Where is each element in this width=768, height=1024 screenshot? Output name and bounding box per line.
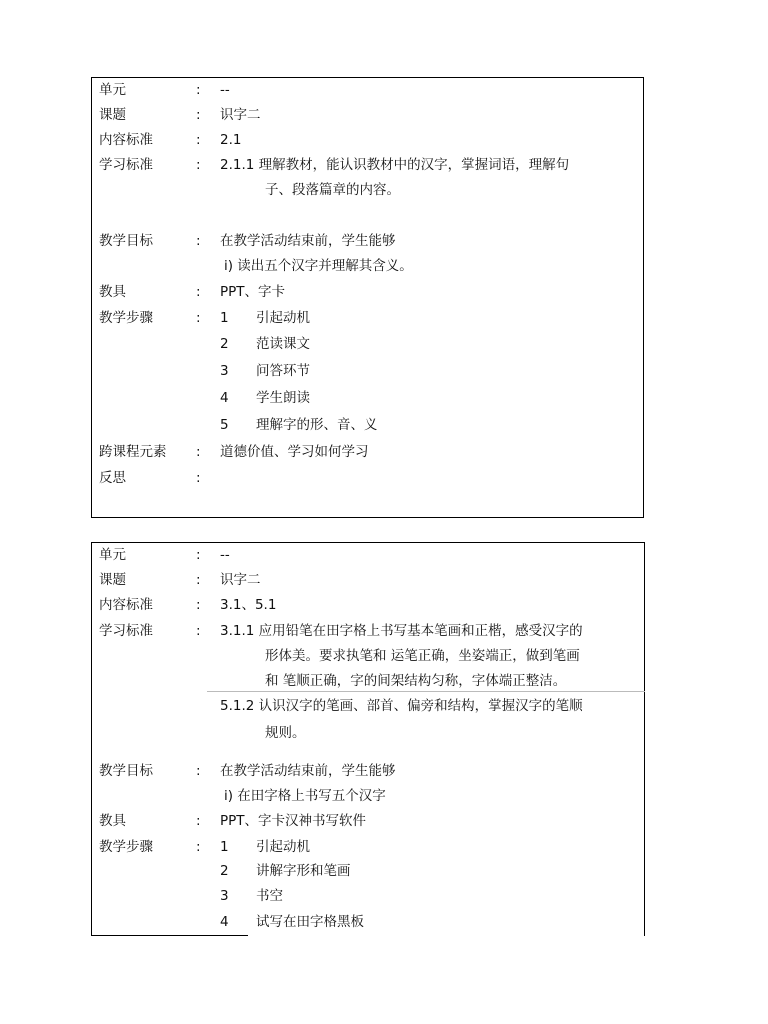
plan2-step-text: 引起动机 (256, 839, 310, 855)
plan1-content-standard-label: 内容标准 (99, 132, 153, 148)
plan2-content-standard-value: 3.1、5.1 (220, 597, 277, 613)
plan2-content-standard-colon: : (196, 597, 201, 613)
plan2-learning-standard-label: 学习标准 (99, 623, 153, 639)
plan2-border-right (644, 542, 645, 936)
plan2-learning-standard-b-line2: 规则。 (265, 725, 306, 741)
plan1-reflection-colon: : (196, 470, 201, 486)
plan1-materials-colon: : (196, 284, 201, 300)
plan2-step-num: 3 (220, 888, 229, 904)
plan1-steps-label: 教学步骤 (99, 310, 153, 326)
plan2-step-text: 书空 (256, 888, 283, 904)
plan1-border-bottom (91, 517, 644, 518)
plan1-step-text: 引起动机 (256, 310, 310, 326)
plan1-cross-colon: : (196, 444, 201, 460)
plan2-section-divider (207, 691, 645, 692)
plan1-step-num: 5 (220, 417, 229, 433)
plan1-unit-colon: : (196, 82, 201, 98)
plan2-step-num: 4 (220, 914, 229, 930)
plan2-learning-standard-colon: : (196, 623, 201, 639)
plan1-step-text: 范读课文 (256, 336, 310, 352)
plan2-topic-label: 课题 (99, 572, 126, 588)
plan2-step-num: 2 (220, 863, 229, 879)
plan1-cross-value: 道德价值、学习如何学习 (220, 444, 369, 460)
plan2-steps-colon: : (196, 839, 201, 855)
plan2-step-num: 1 (220, 839, 229, 855)
plan1-content-standard-colon: : (196, 132, 201, 148)
plan2-materials-colon: : (196, 813, 201, 829)
plan2-step-text: 讲解字形和笔画 (256, 863, 351, 879)
plan1-unit-label: 单元 (99, 82, 126, 98)
plan1-objective-value: 在教学活动结束前，学生能够 (220, 233, 396, 249)
plan2-objective-colon: : (196, 763, 201, 779)
plan1-learning-standard-line1: 2.1.1 理解教材，能认识教材中的汉字，掌握词语，理解句 (220, 157, 570, 173)
plan2-learning-standard-a-line1: 3.1.1 应用铅笔在田字格上书写基本笔画和正楷，感受汉字的 (220, 623, 583, 639)
plan1-steps-colon: : (196, 310, 201, 326)
plan1-step-text: 问答环节 (256, 363, 310, 379)
plan1-reflection-label: 反思 (99, 470, 126, 486)
plan2-step-text: 试写在田字格黑板 (256, 914, 364, 930)
plan2-learning-standard-b-line1: 5.1.2 认识汉字的笔画、部首、偏旁和结构，掌握汉字的笔顺 (220, 698, 583, 714)
plan2-unit-colon: : (196, 547, 201, 563)
plan2-objective-sub: i) 在田字格上书写五个汉字 (224, 788, 386, 804)
plan1-objective-label: 教学目标 (99, 233, 153, 249)
plan1-step-text: 理解字的形、音、义 (256, 417, 378, 433)
plan1-topic-label: 课题 (99, 107, 126, 123)
plan1-border-left (91, 77, 92, 518)
plan2-objective-value: 在教学活动结束前，学生能够 (220, 763, 396, 779)
plan2-unit-value: -- (220, 547, 230, 563)
plan1-unit-value: -- (220, 82, 230, 98)
plan1-materials-label: 教具 (99, 284, 126, 300)
plan1-step-num: 1 (220, 310, 229, 326)
plan2-topic-colon: : (196, 572, 201, 588)
plan1-topic-colon: : (196, 107, 201, 123)
plan1-learning-standard-colon: : (196, 157, 201, 173)
plan1-step-num: 4 (220, 390, 229, 406)
plan2-materials-label: 教具 (99, 813, 126, 829)
plan2-objective-label: 教学目标 (99, 763, 153, 779)
plan1-border-top (91, 77, 644, 78)
plan2-border-top (91, 542, 645, 543)
plan1-objective-colon: : (196, 233, 201, 249)
plan1-cross-label: 跨课程元素 (99, 444, 167, 460)
plan2-materials-value: PPT、字卡汉神书写软件 (220, 813, 367, 829)
plan2-topic-value: 识字二 (220, 572, 261, 588)
plan1-border-right (643, 77, 644, 518)
plan2-border-bottom-partial (91, 935, 248, 936)
plan1-step-num: 2 (220, 336, 229, 352)
plan1-objective-sub: i) 读出五个汉字并理解其含义。 (224, 258, 413, 274)
plan2-learning-standard-a-line2: 形体美。要求执笔和 运笔正确，坐姿端正，做到笔画 (265, 648, 580, 664)
plan2-learning-standard-a-line3: 和 笔顺正确，字的间架结构匀称，字体端正整洁。 (265, 673, 567, 689)
plan1-step-num: 3 (220, 363, 229, 379)
plan2-content-standard-label: 内容标准 (99, 597, 153, 613)
plan1-step-text: 学生朗读 (256, 390, 310, 406)
plan2-steps-label: 教学步骤 (99, 839, 153, 855)
plan1-learning-standard-label: 学习标准 (99, 157, 153, 173)
plan1-materials-value: PPT、字卡 (220, 284, 286, 300)
plan2-unit-label: 单元 (99, 547, 126, 563)
plan2-border-left (91, 542, 92, 936)
plan1-learning-standard-line2: 子、段落篇章的内容。 (265, 182, 400, 198)
plan1-content-standard-value: 2.1 (220, 132, 242, 148)
plan1-topic-value: 识字二 (220, 107, 261, 123)
